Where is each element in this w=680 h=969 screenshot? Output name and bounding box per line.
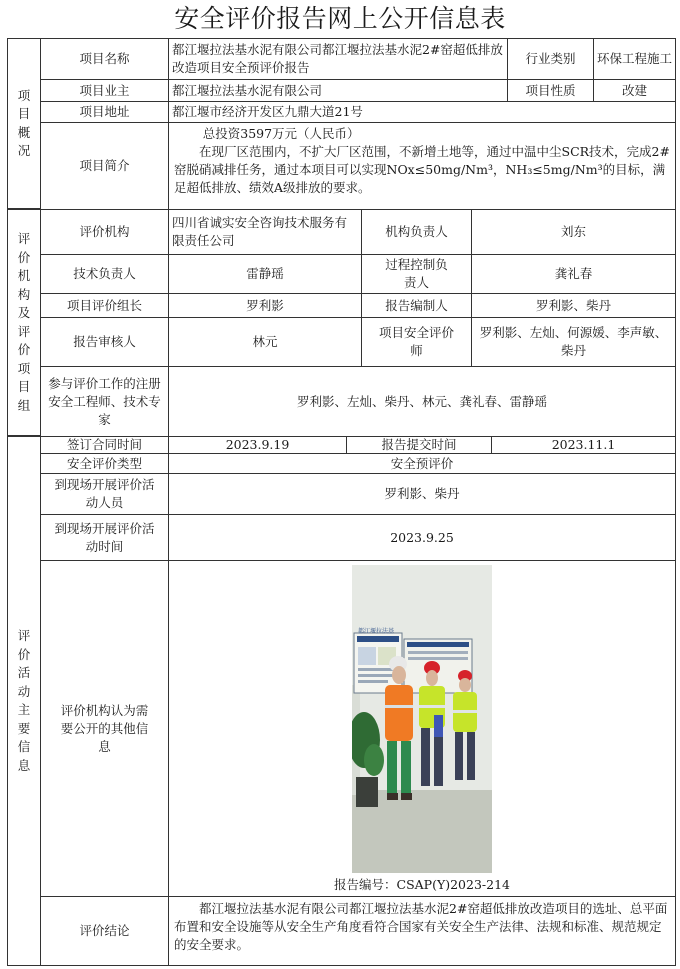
report-writer-value: 罗利影、柴丹 xyxy=(471,293,676,318)
project-name-value: 都江堰拉法基水泥有限公司都江堰拉法基水泥2#窑超低排放改造项目安全预评价报告 xyxy=(168,38,508,80)
site-time-label: 到现场开展评价活动时间 xyxy=(40,514,169,561)
other-info-value xyxy=(168,560,676,897)
site-staff-label: 到现场开展评价活动人员 xyxy=(40,473,169,515)
agency-value: 四川省诚实安全咨询技术服务有限责任公司 xyxy=(168,209,362,255)
project-intro-line2: 在现厂区范围内，不扩大厂区范围，不新增土地等，通过中温中尘SCR技术，完成2#窑脱硝减排任务，通过本项目可以实现NOx≤50mg/Nm³，NH₃≤5mg/Nm³的目标，满足超低排放、绩效A级排放的要求。 xyxy=(174,144,670,195)
site-staff-value: 罗利影、柴丹 xyxy=(168,473,676,515)
conclusion-text: 都江堰拉法基水泥有限公司都江堰拉法基水泥2#窑超低排放改造项目的选址、总平面布置和安全设施等从安全生产角度看符合国家有关安全生产法律、法规和标准、规范规定的安全要求。 xyxy=(174,901,668,952)
safety-evaluator-value: 罗利影、左灿、何源媛、李声敏、柴丹 xyxy=(471,317,676,367)
process-control-label: 过程控制负责人 xyxy=(361,254,472,294)
page-title: 安全评价报告网上公开信息表 xyxy=(174,4,506,33)
agency-head-value: 刘东 xyxy=(471,209,676,255)
project-address-value: 都江堰市经济开发区九鼎大道21号 xyxy=(168,101,676,123)
agency-label: 评价机构 xyxy=(40,209,169,255)
report-number: 报告编号：CSAP(Y)2023-214 xyxy=(334,877,510,892)
section-activity-label: 评价活动主要信息 xyxy=(7,436,41,966)
participants-value: 罗利影、左灿、柴丹、林元、龚礼春、雷静瑶 xyxy=(168,366,676,437)
project-intro-value xyxy=(168,122,676,210)
submit-time-label: 报告提交时间 xyxy=(346,436,492,454)
safety-evaluator-label: 项目安全评价师 xyxy=(361,317,472,367)
section-overview-label: 项目概况 xyxy=(7,38,41,209)
reviewer-value: 林元 xyxy=(168,317,362,367)
industry-value: 环保工程施工 xyxy=(593,38,676,80)
agency-head-label: 机构负责人 xyxy=(361,209,472,255)
reviewer-label: 报告审核人 xyxy=(40,317,169,367)
project-nature-value: 改建 xyxy=(593,79,676,102)
section-org-label: 评价机构及评价项目组 xyxy=(7,209,41,436)
participants-label: 参与评价工作的注册安全工程师、技术专家 xyxy=(40,366,169,437)
project-name-label: 项目名称 xyxy=(40,38,169,80)
contract-time-label: 签订合同时间 xyxy=(40,436,169,454)
tech-lead-value: 雷静瑶 xyxy=(168,254,362,294)
industry-label: 行业类别 xyxy=(507,38,594,80)
project-nature-label: 项目性质 xyxy=(507,79,594,102)
evaluation-type-label: 安全评价类型 xyxy=(40,453,169,474)
project-address-label: 项目地址 xyxy=(40,101,169,123)
project-owner-label: 项目业主 xyxy=(40,79,169,102)
conclusion-value xyxy=(168,896,676,966)
project-intro-label: 项目简介 xyxy=(40,122,169,210)
evaluation-type-value: 安全预评价 xyxy=(168,453,676,474)
site-time-value: 2023.9.25 xyxy=(168,514,676,561)
contract-time-value: 2023.9.19 xyxy=(168,436,347,454)
team-leader-value: 罗利影 xyxy=(168,293,362,318)
site-visit-photo xyxy=(352,565,492,873)
project-intro-line1: 总投资3597万元（人民币） xyxy=(202,126,360,141)
tech-lead-label: 技术负责人 xyxy=(40,254,169,294)
submit-time-value: 2023.11.1 xyxy=(491,436,676,454)
report-writer-label: 报告编制人 xyxy=(361,293,472,318)
info-table xyxy=(7,38,676,966)
site-visit-photo-art xyxy=(352,565,492,873)
other-info-label: 评价机构认为需要公开的其他信息 xyxy=(40,560,169,897)
photo-board-caption: 都江堰拉法基 xyxy=(358,628,395,635)
conclusion-label: 评价结论 xyxy=(40,896,169,966)
project-owner-value: 都江堰拉法基水泥有限公司 xyxy=(168,79,508,102)
process-control-value: 龚礼春 xyxy=(471,254,676,294)
team-leader-label: 项目评价组长 xyxy=(40,293,169,318)
